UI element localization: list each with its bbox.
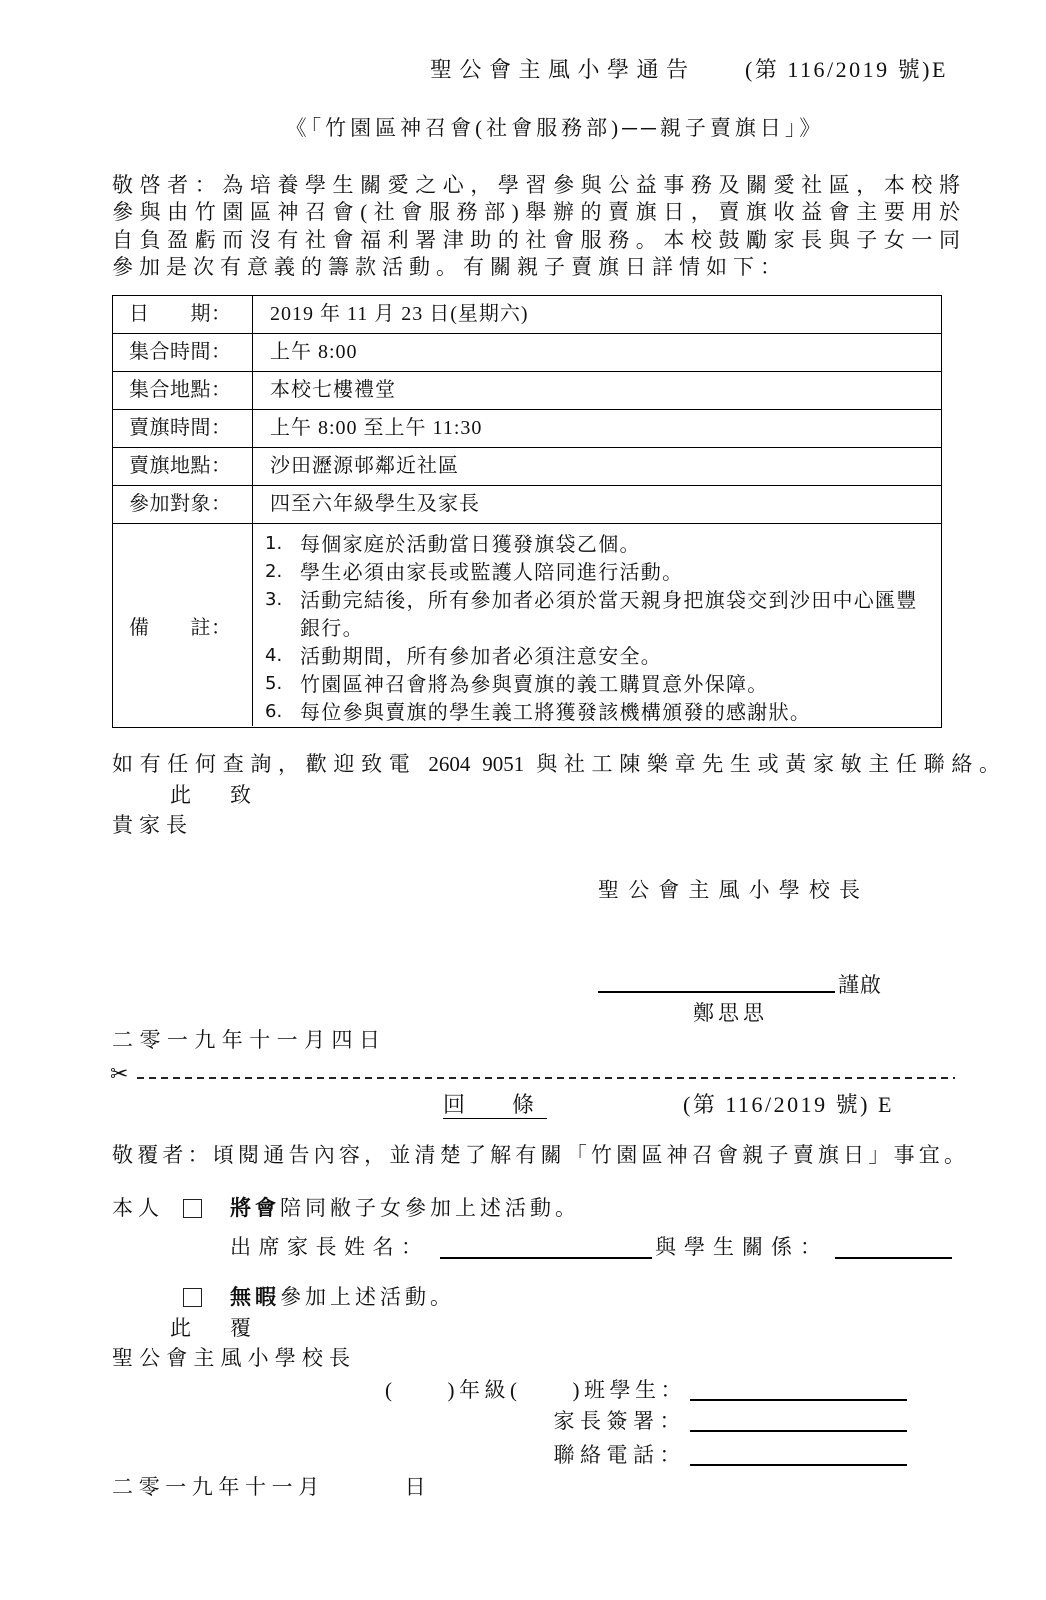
attend-option-emphasis: 將會 [230,1196,280,1220]
parent-name-label: 出席家長姓名： [230,1235,430,1259]
relationship-field[interactable] [835,1257,952,1259]
reply-statement: 敬覆者：頃閱通告內容，並清楚了解有關「竹園區神召會親子賣旗日」事宜。 [112,1143,965,1167]
remark-text: 活動完結後，所有參加者必須於當天親身把旗袋交到沙田中心匯豐銀行。 [300,588,918,640]
row-label: 賣旗時間： [113,410,253,447]
issue-date: 二零一九年十一月四日 [112,1028,380,1052]
reply-slip-heading [443,1090,547,1120]
closing-recipient: 貴家長 [112,813,193,837]
remark-item [265,670,933,698]
row-value: 沙田瀝源邨鄰近社區 [270,455,459,477]
signature-title: 聖公會主風小學校長 [598,878,860,902]
remark-text: 竹園區神召會將為參與賣旗的義工購買意外保障。 [300,672,769,696]
details-row-participants [113,486,941,524]
notice-number: (第 116/2019 號)E [745,57,948,82]
row-label: 參加對象： [113,486,253,523]
row-label: 賣旗地點： [113,448,253,485]
remark-number: 1. [265,533,283,554]
details-row-date [113,296,941,334]
remark-item [265,642,933,670]
decline-option-emphasis: 無暇 [230,1285,280,1309]
intro-line: 自負盈虧而沒有社會福利署津助的社會服務。本校鼓勵家長與子女一同 [112,227,960,252]
remark-text: 每個家庭於活動當日獲發旗袋乙個。 [300,532,641,556]
details-row-assembly-time [113,334,941,372]
intro-line: 參加是次有意義的籌款活動。有關親子賣旗日詳情如下： [112,254,787,279]
reply-slip-heading-text: 回 條 [443,1092,547,1117]
school-notice-heading: 聖公會主風小學通告 [430,57,688,82]
intro-line: 敬啓者：為培養學生關愛之心，學習參與公益事務及關愛社區，本校將 [112,173,960,197]
attend-option-text: 陪同敝子女參加上述活動。 [280,1196,580,1220]
remark-number: 2. [265,561,283,582]
parent-signature-label: 家長簽署： [553,1409,686,1433]
remark-text: 活動期間，所有參加者必須注意安全。 [300,644,663,668]
remark-text: 學生必須由家長或監護人陪同進行活動。 [300,560,684,584]
reply-date: 二零一九年十一月 日 [112,1475,432,1499]
remark-number: 3. [265,589,283,610]
phone-field[interactable] [690,1464,907,1466]
row-value: 2019 年 11 月 23 日(星期六) [270,303,529,325]
signature-name: 鄭思思 [693,1001,768,1025]
attend-checkbox[interactable] [183,1199,202,1218]
row-label: 日 期： [113,296,253,333]
parent-signature-field[interactable] [690,1430,907,1432]
details-table [112,295,942,728]
remark-item [265,586,933,642]
cut-line [137,1077,955,1079]
remark-text: 每位參與賣旗的學生義工將獲發該機構頒發的感謝狀。 [300,700,812,724]
details-row-flag-place [113,448,941,486]
row-value: 本校七樓禮堂 [270,379,396,401]
attend-option [230,1193,580,1223]
decline-checkbox[interactable] [183,1288,202,1307]
remark-number: 6. [265,701,283,722]
signature-respectfully: 謹啟 [838,973,882,997]
row-value: 上午 8:00 至上午 11:30 [270,417,483,439]
remark-number: 5. [265,673,283,694]
relationship-label: 與學生關係： [655,1235,829,1259]
reply-notice-number: (第 116/2019 號) E [683,1092,894,1117]
notice-title: 《「竹園區神召會(社會服務部)──親子賣旗日」》 [285,116,825,140]
row-label: 集合地點： [113,372,253,409]
class-student-label: ( )年級( )班學生： [385,1378,686,1402]
signature-line [598,991,835,993]
intro-paragraph [112,172,960,281]
reply-recipient: 聖公會主風小學校長 [112,1346,350,1370]
remarks-list [253,524,941,726]
student-name-field[interactable] [690,1399,907,1401]
details-row-flag-time [113,410,941,448]
row-value: 四至六年級學生及家長 [270,493,480,515]
details-row-remarks [113,524,941,726]
row-value: 上午 8:00 [270,341,358,363]
closing-salutation: 此 致 [170,783,260,807]
row-label: 集合時間： [113,334,253,371]
intro-line: 參與由竹園區神召會(社會服務部)舉辦的賣旗日，賣旗收益會主要用於 [112,200,960,225]
decline-option [230,1282,455,1312]
remark-number: 4. [265,645,283,666]
decline-option-text: 參加上述活動。 [280,1285,455,1309]
remark-item [265,558,933,586]
reply-salutation: 此 覆 [170,1316,260,1340]
reply-self-label: 本人 [112,1196,164,1220]
remark-item [265,530,933,558]
details-row-assembly-place [113,372,941,410]
scissors-icon [110,1060,128,1090]
parent-name-field[interactable] [440,1257,652,1259]
phone-label: 聯絡電話： [553,1443,686,1467]
row-label: 備 註： [113,524,253,726]
enquiry-text: 如有任何查詢，歡迎致電 2604 9051 與社工陳樂章先生或黃家敏主任聯絡。 [112,752,1000,776]
remark-item [265,698,933,726]
